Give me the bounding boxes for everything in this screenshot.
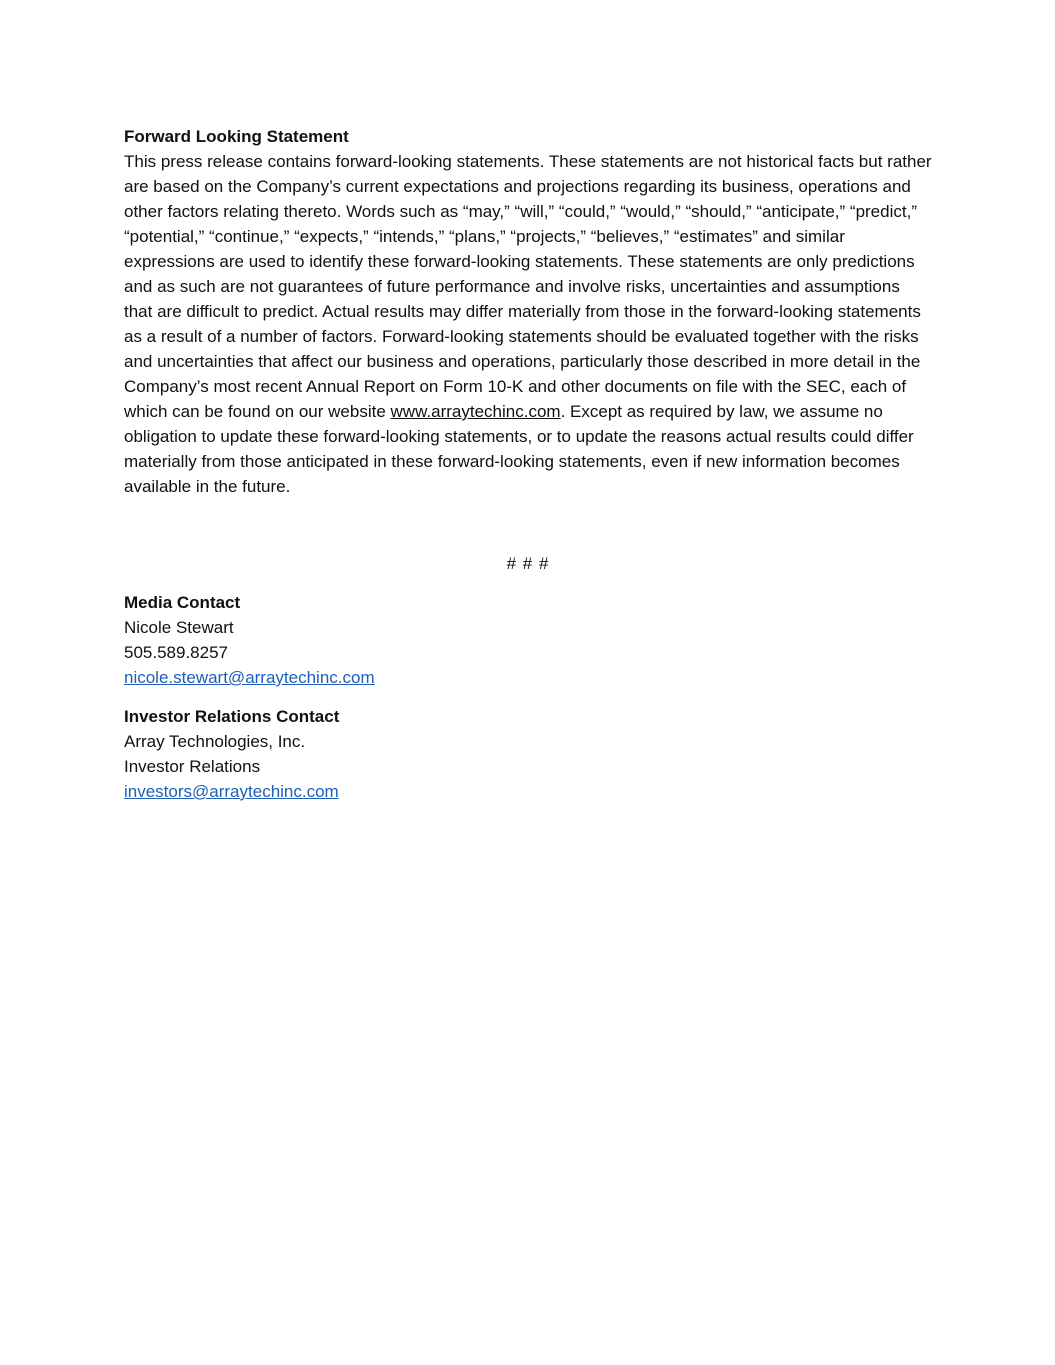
section-separator: # # # xyxy=(506,554,550,573)
forward-looking-text-part2: . Except as required by law, we assume no obligation to update these forward-looking statements, or to update the reasons actual results could differ materially from those anticipated in these forward-looking statements, even if new information becomes available in the future. xyxy=(124,402,914,496)
investor-contact-company: Array Technologies, Inc. xyxy=(124,732,306,751)
investor-contact-block xyxy=(124,704,932,804)
company-website-link[interactable]: www.arraytechinc.com xyxy=(390,402,561,421)
document-page xyxy=(124,124,932,818)
forward-looking-heading: Forward Looking Statement xyxy=(124,127,349,146)
forward-looking-text-part1: This press release contains forward-looking statements. These statements are not historical facts but rather are based on the Company’s current expectations and projections regarding its business, operations and other factors relating thereto. Words such as “may,” “will,” “could,” “would,” “should,” “anticipate,” “predict,” “potential,” “continue,” “expects,” “intends,” “plans,” “projects,” “believes,” “estimates” and similar expressions are used to identify these forward-looking statements. These statements are only predictions and as such are not guarantees of future performance and involve risks, uncertainties and assumptions that are difficult to predict. Actual results may differ materially from those in the forward-looking statements as a result of a number of factors. Forward-looking statements should be evaluated together with the risks and uncertainties that affect our business and operations, particularly those described in more detail in the Company’s most recent Annual Report on Form 10-K and other documents on file with the SEC, each of which can be found on our website xyxy=(124,152,932,421)
investor-contact-email-link[interactable]: investors@arraytechinc.com xyxy=(124,782,339,801)
investor-contact-department: Investor Relations xyxy=(124,757,261,776)
media-contact-heading: Media Contact xyxy=(124,593,241,612)
media-contact-block xyxy=(124,590,932,690)
media-contact-email-link[interactable]: nicole.stewart@arraytechinc.com xyxy=(124,668,375,687)
media-contact-phone: 505.589.8257 xyxy=(124,643,228,662)
forward-looking-paragraph xyxy=(124,149,932,499)
investor-contact-heading: Investor Relations Contact xyxy=(124,707,340,726)
media-contact-name: Nicole Stewart xyxy=(124,618,234,637)
